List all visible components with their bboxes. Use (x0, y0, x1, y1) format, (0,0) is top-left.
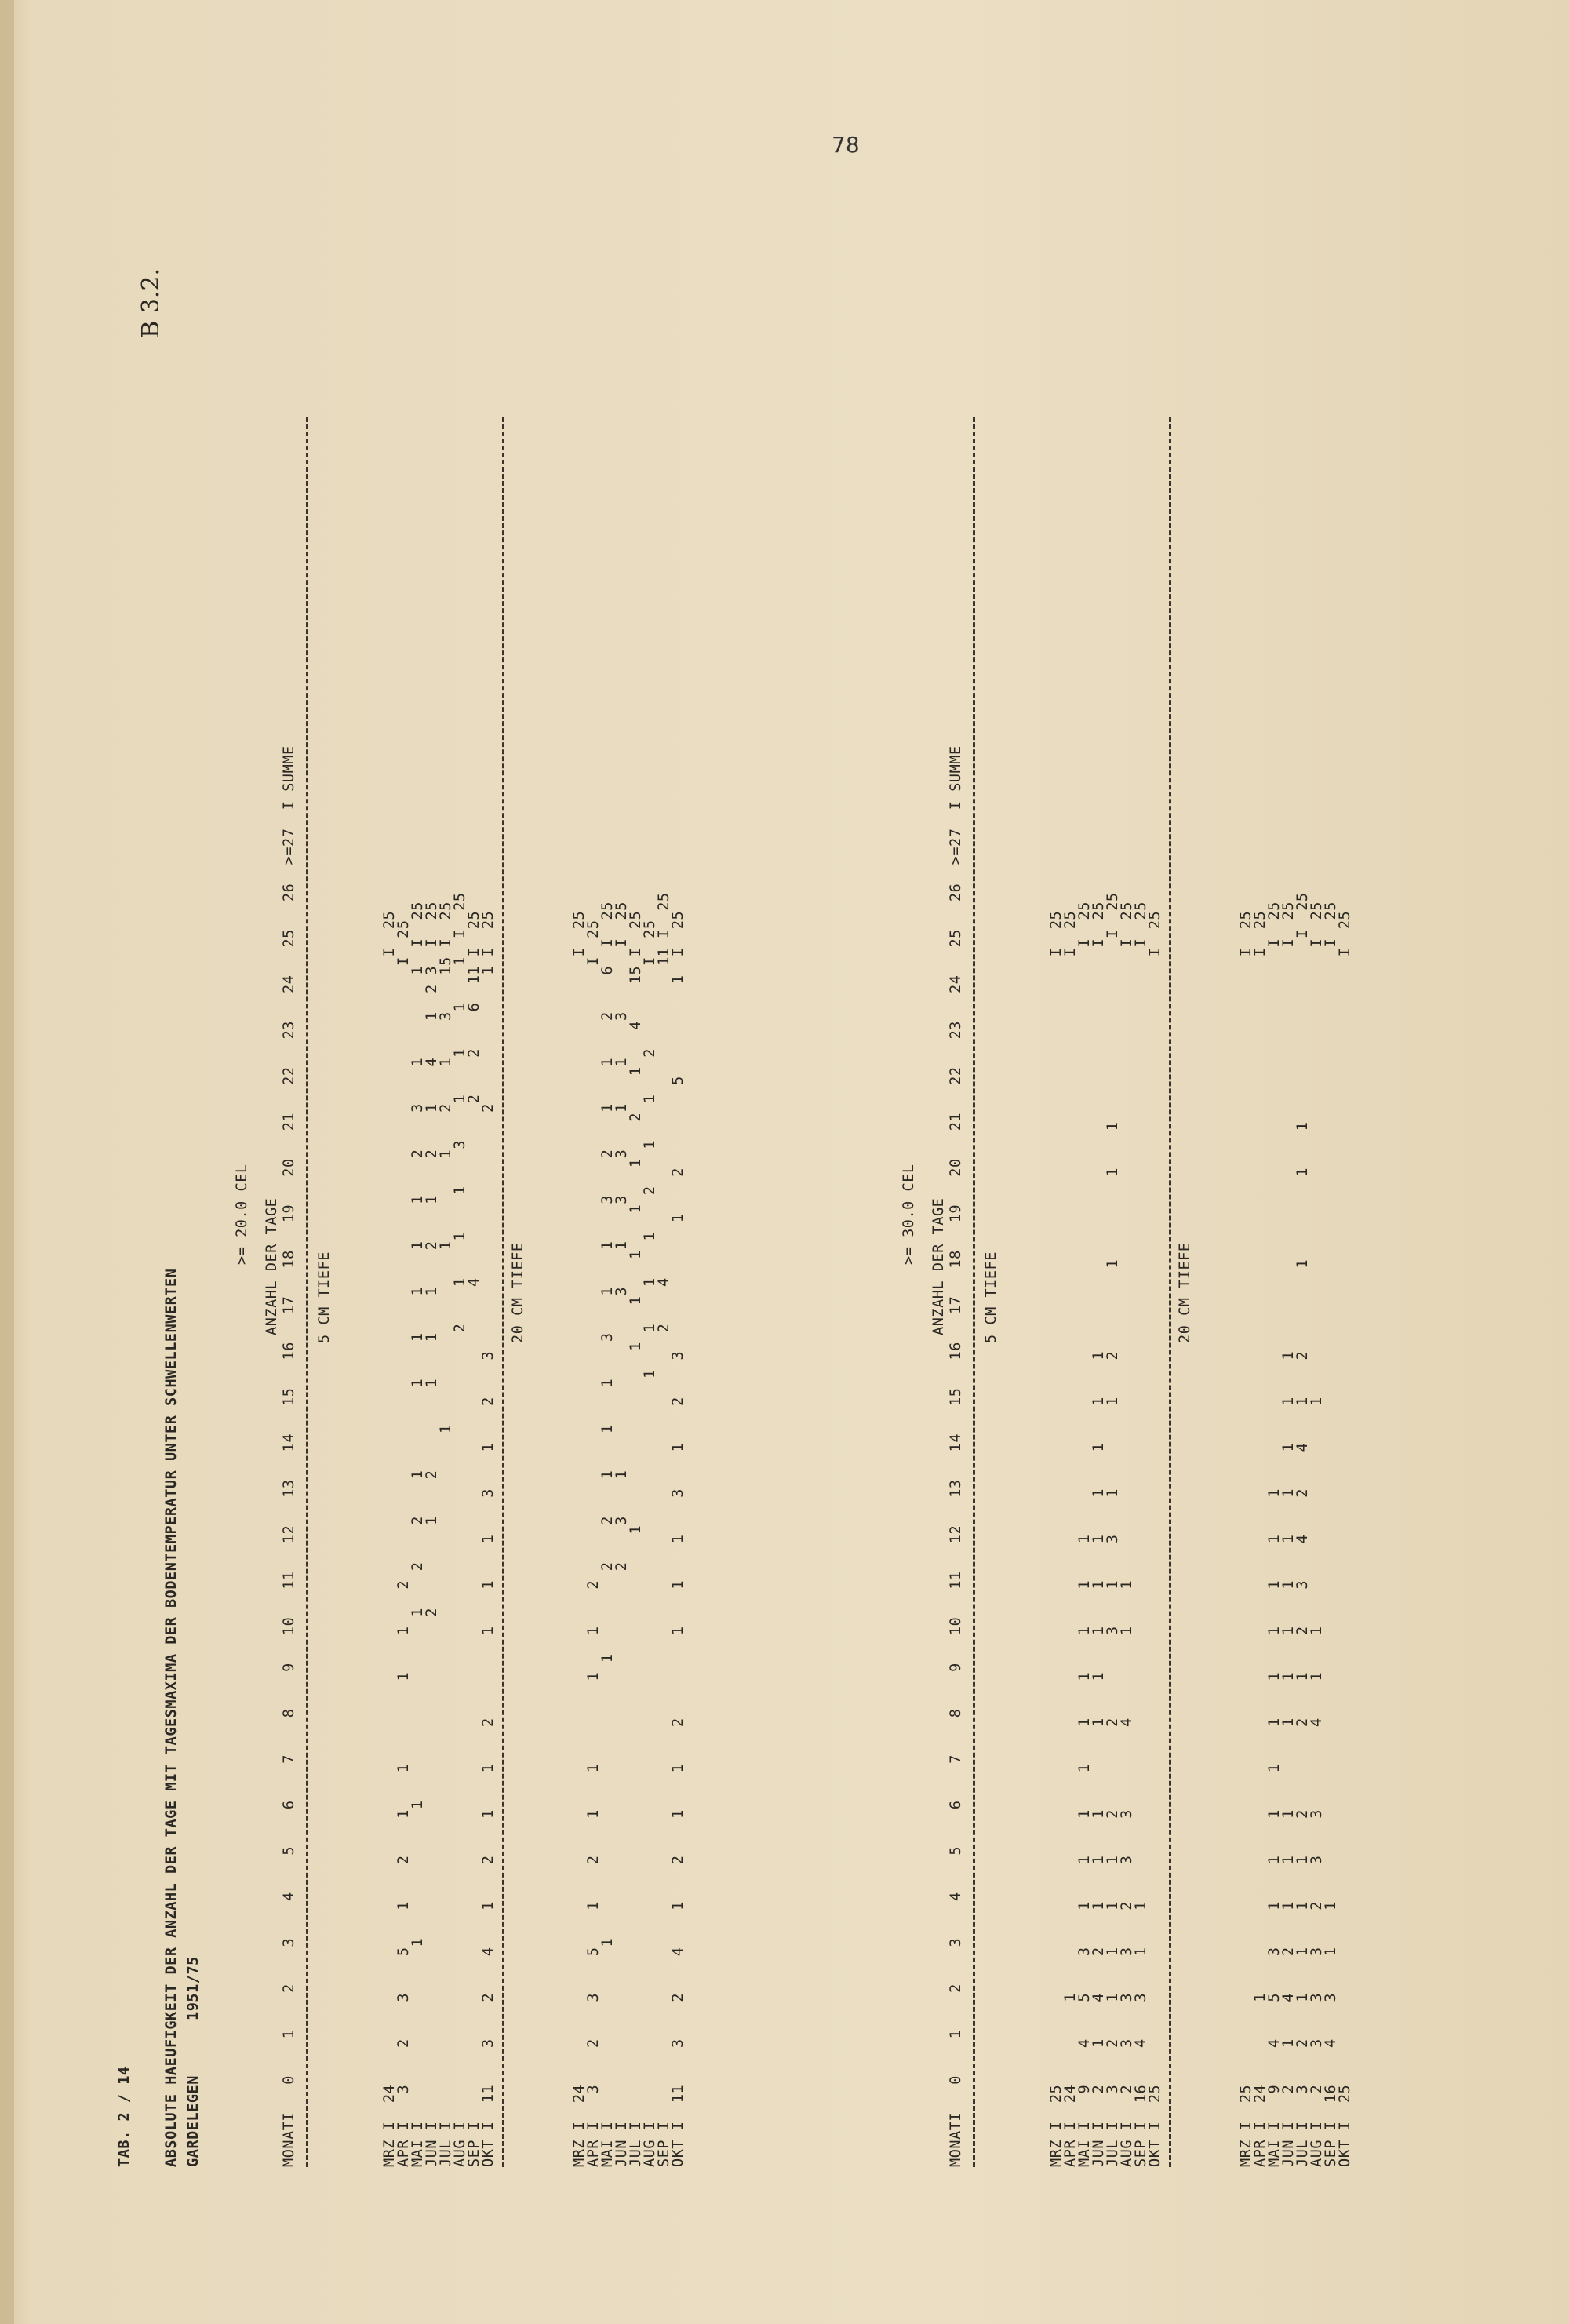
table-row: OKT I 25 I 25 (1147, 910, 1163, 2167)
table-row: APR I 3 2 3 5 1 2 1 1 1 1 2 I 25 (395, 920, 412, 2167)
table-row: JUL I 3 2 1 1 1 1 2 2 1 2 3 4 2 4 1 2 1 1 1 I 25 (1294, 892, 1311, 2167)
block2-anzahl-label: ANZAHL DER TAGE (930, 1197, 947, 1335)
block1-column-header: MONATI 0 1 2 3 4 5 6 7 8 9 10 11 12 13 14 15 16 17 18 19 20 21 22 23 24 25 26 >=27 I SUMME (281, 745, 297, 2167)
table-row: MRZ I 25 I 25 (1048, 910, 1065, 2167)
block1-threshold: >= 20.0 CEL (234, 1164, 250, 1265)
table-row: JUL I 3 2 1 1 1 1 2 2 3 1 3 1 1 2 1 1 1 I 25 (1105, 892, 1121, 2167)
table-row: JUN I 2 3 1 3 1 3 3 1 1 3 I 25 (613, 902, 630, 2167)
page-number: 78 (832, 132, 860, 158)
block1-part1-label: 5 CM TIEFE (316, 1251, 333, 1343)
table-row: APR I 24 1 I 25 (1062, 910, 1079, 2167)
rotated-table-page (94, 206, 1553, 2167)
table-row: MAI I 1 1 1 2 2 1 1 1 1 1 1 2 3 1 1 I 25 (410, 902, 426, 2167)
block1-header-rule (306, 417, 308, 2167)
table-row: JUN I 2 1 2 1 1 1 2 1 2 1 4 1 2 3 I 25 (424, 902, 440, 2167)
section-reference: B 3.2. (137, 268, 165, 338)
table-row: OKT I 11 3 2 4 1 2 1 1 2 1 1 1 3 1 2 3 1 2 5 1 I 25 (670, 910, 686, 2167)
binding-edge (0, 0, 14, 2324)
table-row: JUL I 1 1 1 1 1 1 2 1 4 15 I 25 (628, 910, 644, 2167)
location-period: GARDELEGEN 1951/75 (185, 1956, 202, 2167)
table-row: SEP I 16 4 3 1 1 I 25 (1323, 902, 1339, 2167)
block2-column-header: MONATI 0 1 2 3 4 5 6 7 8 9 10 11 12 13 14 15 16 17 18 19 20 21 22 23 24 25 26 >=27 I SUMME (948, 745, 964, 2167)
block2-threshold: >= 30.0 CEL (901, 1164, 917, 1265)
table-row: MAI I 1 1 2 2 1 1 1 3 1 1 3 2 1 1 2 6 I 25 (599, 902, 616, 2167)
table-row: AUG I 2 1 1 1 3 1 1 1 1 I 25 (452, 892, 468, 2167)
block1-mid-rule (502, 417, 504, 2167)
table-row: APR I 24 1 I 25 (1252, 910, 1269, 2167)
table-row: SEP I 4 2 2 6 11 I 25 (466, 910, 482, 2167)
table-id: TAB. 2 / 14 (116, 2066, 133, 2167)
block2-header-rule (973, 417, 975, 2167)
table-row: JUN I 2 1 4 2 1 1 1 1 1 1 1 1 1 1 1 1 I 25 (1280, 902, 1297, 2167)
block2-mid-rule (1169, 417, 1171, 2167)
table-row: OKT I 11 3 2 4 1 2 1 1 2 1 1 1 3 1 2 3 2 1 I 25 (480, 910, 497, 2167)
block2-part1-label: 5 CM TIEFE (983, 1251, 999, 1343)
table-row: APR I 3 2 3 5 1 2 1 1 1 1 2 I 25 (585, 920, 602, 2167)
block1-part2-label: 20 CM TIEFE (510, 1242, 526, 1343)
table-row: OKT I 25 I 25 (1337, 910, 1353, 2167)
table-row: MAI I 9 4 5 3 1 1 1 1 1 1 1 1 1 1 I 25 (1266, 902, 1283, 2167)
table-row: JUL I 1 1 1 2 1 3 15 I 25 (438, 902, 454, 2167)
table-row: MAI I 9 4 5 3 1 1 1 1 1 1 1 1 1 I 25 (1076, 902, 1093, 2167)
table-row: MRZ I 25 I 25 (1238, 910, 1254, 2167)
table-row: SEP I 2 4 11 I 25 (656, 892, 672, 2167)
table-title: ABSOLUTE HAEUFIGKEIT DER ANZAHL DER TAGE MIT TAGESMAXIMA DER BODENTEMPERATUR UNTER SCHWELLENWERTEN (163, 1268, 180, 2167)
table-row: AUG I 1 1 1 1 2 1 1 2 I 25 (642, 920, 658, 2167)
table-row: AUG I 2 3 3 3 2 3 3 4 1 1 1 I 25 (1309, 902, 1325, 2167)
table-row: JUN I 2 1 4 2 1 1 1 1 1 1 1 1 1 1 1 1 I 25 (1090, 902, 1107, 2167)
table-row: SEP I 16 4 3 1 1 I 25 (1133, 902, 1149, 2167)
table-row: AUG I 2 3 3 3 2 3 3 4 1 1 I 25 (1119, 902, 1135, 2167)
block2-part2-label: 20 CM TIEFE (1177, 1242, 1193, 1343)
block1-anzahl-label: ANZAHL DER TAGE (264, 1197, 280, 1335)
table-row: MRZ I 24 I 25 (571, 910, 588, 2167)
table-row: MRZ I 24 I 25 (381, 910, 398, 2167)
